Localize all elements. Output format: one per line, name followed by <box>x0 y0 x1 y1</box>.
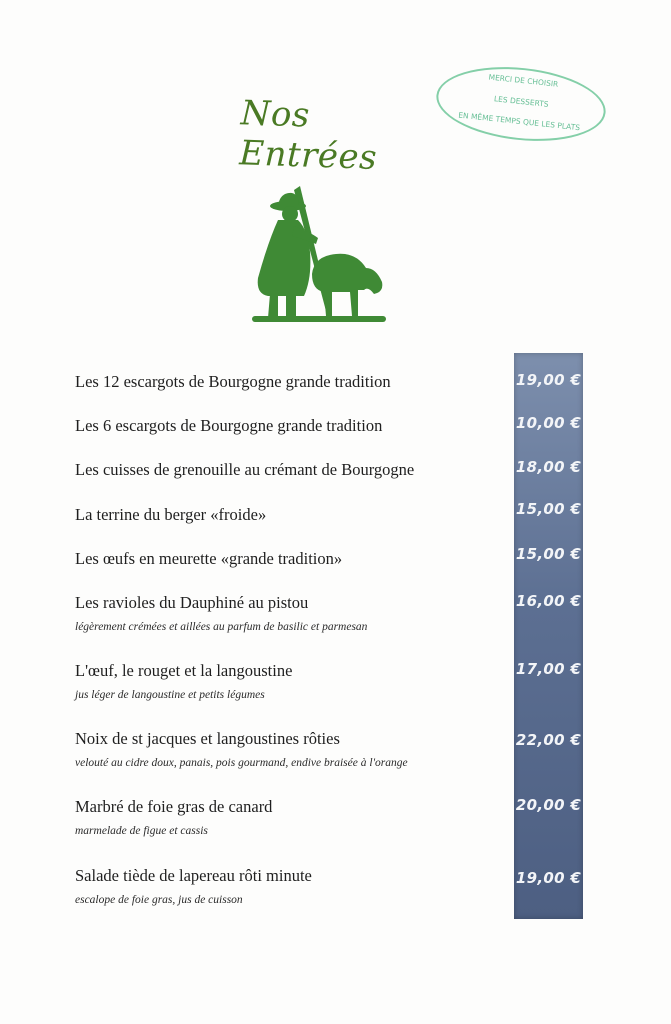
menu-item <box>75 460 505 480</box>
item-description: jus léger de langoustine et petits légumes <box>75 689 265 701</box>
item-name: Les œufs en meurette «grande tradition» <box>75 549 343 568</box>
item-name: Salade tiède de lapereau rôti minute <box>75 866 312 885</box>
menu-item <box>75 661 505 702</box>
item-price: 19,00 € <box>515 371 582 389</box>
item-description: escalope de foie gras, jus de cuisson <box>75 894 243 906</box>
item-name: Les 6 escargots de Bourgogne grande tradition <box>75 416 383 435</box>
item-name: L'œuf, le rouget et la langoustine <box>75 661 293 680</box>
menu-item <box>75 505 505 525</box>
price-band <box>514 353 583 919</box>
page-title: Nos Entrées <box>238 93 378 178</box>
item-price: 10,00 € <box>515 414 582 432</box>
dessert-stamp <box>433 59 610 148</box>
item-price: 22,00 € <box>515 731 582 749</box>
item-description: marmelade de figue et cassis <box>75 825 208 837</box>
item-price: 20,00 € <box>515 796 582 814</box>
stamp-line-1: MERCI DE CHOISIR <box>488 72 559 89</box>
item-price: 17,00 € <box>515 660 582 678</box>
item-price: 15,00 € <box>515 545 582 563</box>
stamp-line-2: LES DESSERTS <box>493 94 550 109</box>
item-price: 15,00 € <box>515 500 582 518</box>
item-name: Noix de st jacques et langoustines rôties <box>75 729 340 748</box>
menu-item <box>75 372 505 392</box>
item-name: Les cuisses de grenouille au crémant de Bourgogne <box>75 460 415 479</box>
item-name: Marbré de foie gras de canard <box>75 797 273 816</box>
menu-item <box>75 416 505 436</box>
menu-item <box>75 866 505 907</box>
shepherd-illustration <box>248 182 390 324</box>
item-description: légèrement crémées et aillées au parfum de basilic et parmesan <box>75 621 368 633</box>
item-name: Les 12 escargots de Bourgogne grande tradition <box>75 372 391 391</box>
menu-item <box>75 797 505 838</box>
menu-item <box>75 593 505 634</box>
item-price: 19,00 € <box>515 869 582 887</box>
menu-item <box>75 729 505 770</box>
item-description: velouté au cidre doux, panais, pois gourmand, endive braisée à l'orange <box>75 757 408 769</box>
item-price: 18,00 € <box>515 458 582 476</box>
stamp-line-3: EN MÊME TEMPS QUE LES PLATS <box>457 110 581 133</box>
item-name: Les ravioles du Dauphiné au pistou <box>75 593 309 612</box>
menu-item <box>75 549 505 569</box>
item-name: La terrine du berger «froide» <box>75 505 267 524</box>
item-price: 16,00 € <box>515 592 582 610</box>
